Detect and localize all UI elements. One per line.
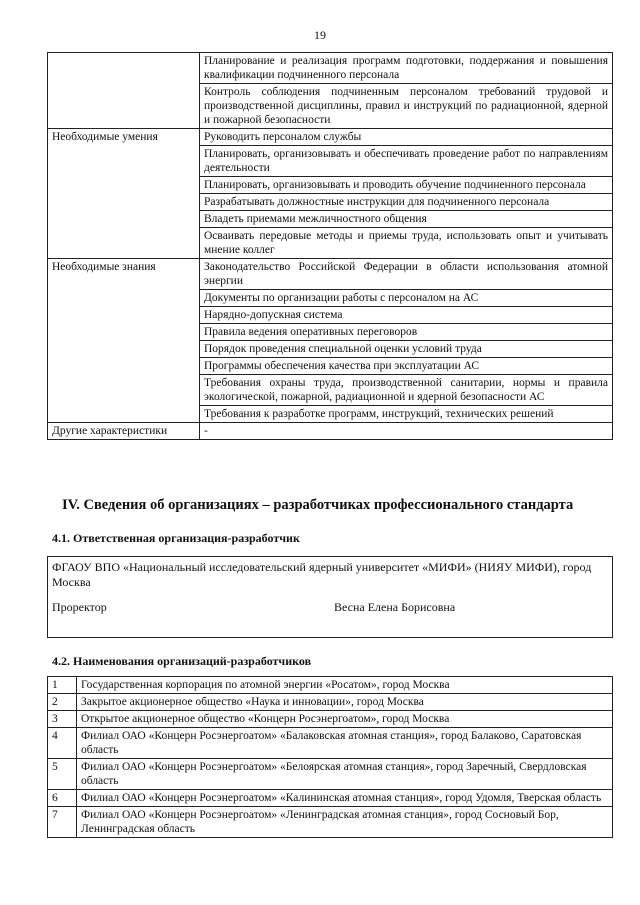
table-row — [48, 759, 613, 790]
row-number: 2 — [48, 694, 77, 711]
organization-cell: Закрытое акционерное общество «Наука и инновации», город Москва — [77, 694, 613, 711]
row-number: 3 — [48, 711, 77, 728]
organization-cell: Филиал ОАО «Концерн Росэнергоатом» «Белоярская атомная станция», город Заречный, Свердловская область — [77, 759, 613, 790]
requirement-cell: Порядок проведения специальной оценки условий труда — [200, 341, 613, 358]
table-row — [48, 53, 613, 84]
row-number: 1 — [48, 677, 77, 694]
table-row — [48, 694, 613, 711]
page-number: 19 — [314, 28, 326, 42]
row-group-label — [48, 53, 200, 129]
organization-cell: Филиал ОАО «Концерн Росэнергоатом» «Ленинградская атомная станция», город Сосновый Бор, Ленинградская область — [77, 807, 613, 838]
requirement-cell: Законодательство Российской Федерации в области использования атомной энергии — [200, 259, 613, 290]
requirement-cell: Планирование и реализация программ подготовки, поддержания и повышения квалификации подчиненного персонала — [200, 53, 613, 84]
row-number: 6 — [48, 790, 77, 807]
requirement-cell: Нарядно-допускная система — [200, 307, 613, 324]
organization-cell: Государственная корпорация по атомной энергии «Росатом», город Москва — [77, 677, 613, 694]
organization-cell: Филиал ОАО «Концерн Росэнергоатом» «Балаковская атомная станция», город Балаково, Саратовская область — [77, 728, 613, 759]
row-group-label: Необходимые умения — [48, 129, 200, 259]
organization-name: ФГАОУ ВПО «Национальный исследовательский ядерный университет «МИФИ» (НИЯУ МИФИ), город Москва — [52, 560, 592, 589]
signatory-role: Проректор — [52, 600, 107, 614]
row-group-label: Другие характеристики — [48, 423, 200, 440]
requirement-cell: Осваивать передовые методы и приемы труда, использовать опыт и учитывать мнение коллег — [200, 228, 613, 259]
requirement-cell: Руководить персоналом службы — [200, 129, 613, 146]
requirement-cell: Программы обеспечения качества при эксплуатации АС — [200, 358, 613, 375]
requirement-cell: Планировать, организовывать и проводить обучение подчиненного персонала — [200, 177, 613, 194]
row-group-label: Необходимые знания — [48, 259, 200, 423]
competencies-table — [47, 52, 613, 440]
table-row — [48, 790, 613, 807]
requirement-cell: Разрабатывать должностные инструкции для подчиненного персонала — [200, 194, 613, 211]
table-row — [48, 423, 613, 440]
signatory-name: Весна Елена Борисовна — [334, 600, 456, 614]
table-row — [48, 677, 613, 694]
organization-cell: Филиал ОАО «Концерн Росэнергоатом» «Калининская атомная станция», город Удомля, Тверская область — [77, 790, 613, 807]
requirement-cell: Требования охраны труда, производственной санитарии, нормы и правила экологической, пожарной, радиационной и ядерной безопасности АС — [200, 375, 613, 406]
requirement-cell: Контроль соблюдения подчиненным персоналом требований трудовой и производственной дисциплины, правил и инструкций по радиационной, ядерной и пожарной безопасности — [200, 84, 613, 129]
row-number: 4 — [48, 728, 77, 759]
organization-cell: Открытое акционерное общество «Концерн Росэнергоатом», город Москва — [77, 711, 613, 728]
requirement-cell: Владеть приемами межличностного общения — [200, 211, 613, 228]
table-row — [48, 728, 613, 759]
requirement-cell: - — [200, 423, 613, 440]
requirement-cell: Требования к разработке программ, инструкций, технических решений — [200, 406, 613, 423]
requirement-cell: Планировать, организовывать и обеспечивать проведение работ по направлениям деятельности — [200, 146, 613, 177]
section-title: IV. Сведения об организациях – разработчиках профессионального стандарта — [62, 497, 574, 513]
requirement-cell: Документы по организации работы с персоналом на АС — [200, 290, 613, 307]
row-number: 5 — [48, 759, 77, 790]
subsection-title-responsible: 4.1. Ответственная организация-разработчик — [52, 531, 300, 545]
developers-table — [47, 676, 613, 838]
table-row — [48, 711, 613, 728]
responsible-organization-box — [47, 556, 613, 638]
table-row — [48, 807, 613, 838]
subsection-title-developers: 4.2. Наименования организаций-разработчиков — [52, 654, 312, 668]
table-row — [48, 259, 613, 290]
row-number: 7 — [48, 807, 77, 838]
table-row — [48, 129, 613, 146]
requirement-cell: Правила ведения оперативных переговоров — [200, 324, 613, 341]
